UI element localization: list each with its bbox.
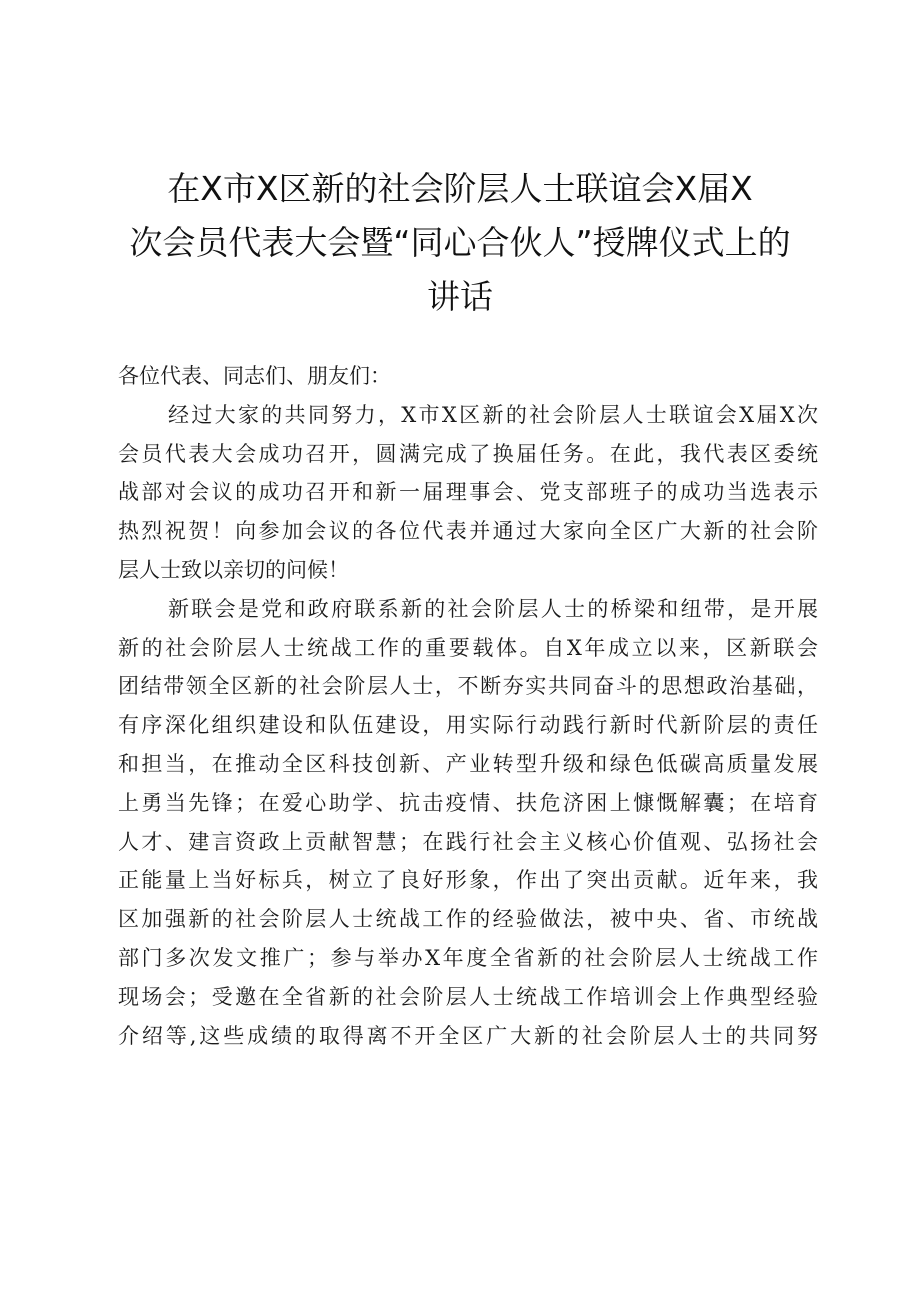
document-title: [120, 162, 800, 324]
paragraph-2: [118, 590, 818, 1056]
title-line-1: 在X市X区新的社会阶层人士联谊会X届X: [167, 169, 753, 208]
title-line-3: 讲话: [427, 277, 493, 316]
paragraph-line: 战部对会议的成功召开和新一届理事会、党支部班子的成功当选表示: [118, 480, 818, 505]
paragraph-line: 和担当，在推动全区科技创新、产业转型升级和绿色低碳高质量发展: [118, 751, 818, 776]
paragraph-line: 正能量上当好标兵，树立了良好形象，作出了突出贡献。近年来，我: [118, 868, 818, 893]
title-line-2: 次会员代表大会暨“同心合伙人”授牌仪式上的: [129, 223, 791, 262]
paragraph-line: 经过大家的共同努力，X市X区新的社会阶层人士联谊会X届X次: [168, 402, 818, 427]
document-body: [118, 357, 818, 1055]
paragraph-line: 区加强新的社会阶层人士统战工作的经验做法，被中央、省、市统战: [118, 907, 818, 932]
paragraph-line: 层人士致以亲切的问候！: [118, 557, 349, 582]
paragraph-line: 现场会；受邀在全省新的社会阶层人士统战工作培训会上作典型经验: [118, 984, 818, 1009]
paragraph-line: 会员代表大会成功召开，圆满完成了换届任务。在此，我代表区委统: [118, 441, 818, 466]
paragraph-line: 上勇当先锋；在爱心助学、抗击疫情、扶危济困上慷慨解囊；在培育: [118, 790, 818, 815]
paragraph-line: 热烈祝贺！向参加会议的各位代表并通过大家向全区广大新的社会阶: [118, 519, 818, 544]
paragraph-line: 人才、建言资政上贡献智慧；在践行社会主义核心价值观、弘扬社会: [118, 829, 818, 854]
paragraph-line: 介绍等,这些成绩的取得离不开全区广大新的社会阶层人士的共同努: [118, 1023, 818, 1048]
paragraph-line: 团结带领全区新的社会阶层人士，不断夯实共同奋斗的思想政治基础，: [118, 674, 818, 699]
paragraph-line: 新联会是党和政府联系新的社会阶层人士的桥梁和纽带，是开展: [168, 596, 818, 621]
greeting: 各位代表、同志们、朋友们：: [118, 364, 391, 388]
paragraph-line: 新的社会阶层人士统战工作的重要载体。自X年成立以来，区新联会: [118, 635, 818, 660]
paragraph-line: 部门多次发文推广；参与举办X年度全省新的社会阶层人士统战工作: [118, 945, 818, 970]
paragraph-line: 有序深化组织建设和队伍建设，用实际行动践行新时代新阶层的责任: [118, 713, 818, 738]
paragraph-1: [118, 396, 818, 590]
